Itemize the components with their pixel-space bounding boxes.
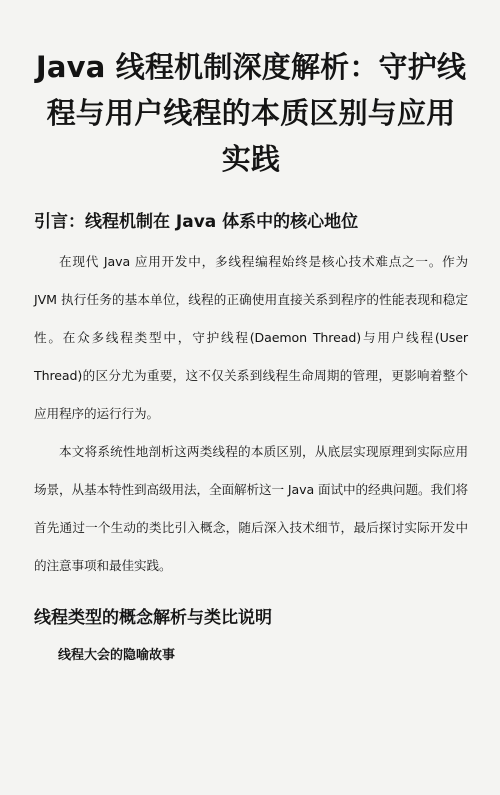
article-title: Java 线程机制深度解析：守护线程与用户线程的本质区别与应用实践 [35,50,467,176]
intro-paragraph-2: 本文将系统性地剖析这两类线程的本质区别，从底层实现原理到实际应用场景，从基本特性到高级用法，全面解析这一 Java 面试中的经典问题。我们将首先通过一个生动的类比引入概念，随后深入技术细节，最后探讨实际开发中的注意事项和最佳实践。 [34,444,468,573]
subsection-heading-metaphor: 线程大会的隐喻故事 [58,648,176,663]
section-heading-intro: 引言：线程机制在 Java 体系中的核心地位 [34,212,359,232]
section-heading-concepts: 线程类型的概念解析与类比说明 [34,608,272,628]
intro-paragraph-1: 在现代 Java 应用开发中，多线程编程始终是核心技术难点之一。作为 JVM 执行任务的基本单位，线程的正确使用直接关系到程序的性能表现和稳定性。在众多线程类型中，守护线程(Daemon Thread)与用户线程(User Thread)的区分尤为重要，这不仅关系到线程生命周期的管理，更影响着整个应用程序的运行行为。 [34,254,468,421]
